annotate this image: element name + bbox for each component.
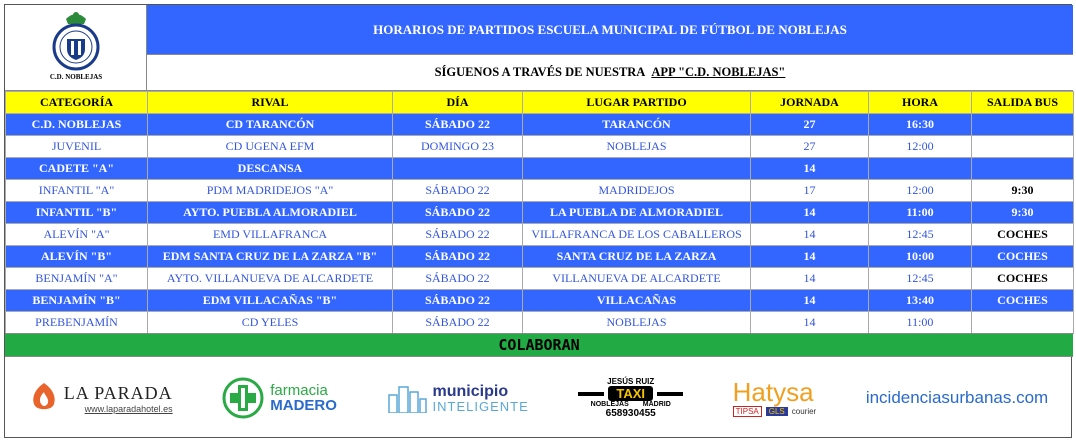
app-link[interactable]: APP "C.D. NOBLEJAS" xyxy=(651,65,786,79)
taxi-badge: TAXI xyxy=(608,386,653,401)
table-cell: SÁBADO 22 xyxy=(393,114,523,136)
table-cell xyxy=(972,136,1074,158)
sponsor-incidencias-urbanas[interactable] xyxy=(866,388,1048,408)
taxi-city: MADRID xyxy=(642,401,671,408)
table-cell: SÁBADO 22 xyxy=(393,312,523,334)
table-cell: PDM MADRIDEJOS "A" xyxy=(148,180,393,202)
hatysa-tag2: GLS xyxy=(766,407,788,416)
table-cell: MADRIDEJOS xyxy=(523,180,751,202)
table-cell: CADETE "A" xyxy=(6,158,148,180)
table-cell: PREBENJAMÍN xyxy=(6,312,148,334)
table-cell xyxy=(972,114,1074,136)
table-cell xyxy=(523,158,751,180)
table-cell: COCHES xyxy=(972,290,1074,312)
table-cell: SÁBADO 22 xyxy=(393,224,523,246)
table-cell: BENJAMÍN "A" xyxy=(6,268,148,290)
pharmacy-cross-icon xyxy=(222,377,264,419)
table-cell: 14 xyxy=(751,158,869,180)
hatysa-tag1: TIPSA xyxy=(733,406,762,417)
table-cell: 14 xyxy=(751,312,869,334)
sponsor-la-parada[interactable] xyxy=(30,382,173,414)
sponsor-municipio-inteligente[interactable] xyxy=(387,383,529,413)
follow-us-line xyxy=(147,55,1073,91)
table-cell: 27 xyxy=(751,136,869,158)
table-row xyxy=(6,158,1074,180)
table-cell: 9:30 xyxy=(972,202,1074,224)
table-cell: INFANTIL "A" xyxy=(6,180,148,202)
table-cell: BENJAMÍN "B" xyxy=(6,290,148,312)
table-cell: EDM VILLACAÑAS "B" xyxy=(148,290,393,312)
table-row xyxy=(6,246,1074,268)
table-cell: COCHES xyxy=(972,224,1074,246)
table-cell: INFANTIL "B" xyxy=(6,202,148,224)
table-cell: 17 xyxy=(751,180,869,202)
municipio-line2: INTELIGENTE xyxy=(432,398,529,414)
table-header-row xyxy=(6,92,1074,114)
taxi-stripe-left xyxy=(578,392,604,396)
taxi-town: NOBLEJAS xyxy=(590,401,629,408)
table-cell xyxy=(972,312,1074,334)
sponsor-hatysa[interactable] xyxy=(733,379,817,417)
table-row xyxy=(6,180,1074,202)
club-crest-icon xyxy=(5,5,147,91)
taxi-stripe-right xyxy=(657,392,683,396)
table-cell: 12:00 xyxy=(869,136,972,158)
table-cell: C.D. NOBLEJAS xyxy=(6,114,148,136)
column-header: JORNADA xyxy=(751,92,869,114)
table-cell: COCHES xyxy=(972,246,1074,268)
follow-us-text: SÍGUENOS A TRAVÉS DE NUESTRA xyxy=(434,65,646,79)
table-cell: 9:30 xyxy=(972,180,1074,202)
table-cell: 11:00 xyxy=(869,202,972,224)
sponsor-farmacia-madero[interactable] xyxy=(222,377,337,419)
hatysa-name: Hatysa xyxy=(732,377,814,407)
schedule-sheet xyxy=(4,4,1072,438)
table-cell: 14 xyxy=(751,202,869,224)
table-cell: 13:40 xyxy=(869,290,972,312)
column-header: SALIDA BUS xyxy=(972,92,1074,114)
table-cell: 14 xyxy=(751,268,869,290)
table-cell: SÁBADO 22 xyxy=(393,290,523,312)
la-parada-logo-icon xyxy=(30,382,58,414)
table-cell: 12:00 xyxy=(869,180,972,202)
table-cell: SÁBADO 22 xyxy=(393,180,523,202)
table-cell: SANTA CRUZ DE LA ZARZA xyxy=(523,246,751,268)
table-cell: CD YELES xyxy=(148,312,393,334)
table-cell: SÁBADO 22 xyxy=(393,268,523,290)
table-cell: EDM SANTA CRUZ DE LA ZARZA "B" xyxy=(148,246,393,268)
table-cell: 10:00 xyxy=(869,246,972,268)
table-cell: 14 xyxy=(751,290,869,312)
table-cell: SÁBADO 22 xyxy=(393,202,523,224)
table-cell xyxy=(972,158,1074,180)
column-header: RIVAL xyxy=(148,92,393,114)
table-cell: 14 xyxy=(751,246,869,268)
table-cell: NOBLEJAS xyxy=(523,312,751,334)
hatysa-sub: courier xyxy=(791,407,817,416)
table-cell: VILLACAÑAS xyxy=(523,290,751,312)
table-cell: ALEVÍN "B" xyxy=(6,246,148,268)
table-cell: LA PUEBLA DE ALMORADIEL xyxy=(523,202,751,224)
column-header: CATEGORÍA xyxy=(6,92,148,114)
table-cell: 12:45 xyxy=(869,268,972,290)
farmacia-line2: MADERO xyxy=(270,397,337,414)
table-row xyxy=(6,136,1074,158)
la-parada-url: www.laparadahotel.es xyxy=(84,403,173,414)
table-row xyxy=(6,224,1074,246)
column-header: DÍA xyxy=(393,92,523,114)
sponsor-taxi[interactable] xyxy=(578,377,683,419)
table-row xyxy=(6,114,1074,136)
city-buildings-icon xyxy=(387,383,427,413)
column-header: HORA xyxy=(869,92,972,114)
table-cell: DOMINGO 23 xyxy=(393,136,523,158)
club-name-text: C.D. NOBLEJAS xyxy=(49,73,103,81)
table-body xyxy=(6,114,1074,334)
farmacia-line1: farmacia xyxy=(270,382,328,399)
column-header: LUGAR PARTIDO xyxy=(523,92,751,114)
table-cell: CD UGENA EFM xyxy=(148,136,393,158)
table-cell: VILLAFRANCA DE LOS CABALLEROS xyxy=(523,224,751,246)
sponsors-strip xyxy=(5,357,1073,439)
table-cell: 16:30 xyxy=(869,114,972,136)
table-cell: CD TARANCÓN xyxy=(148,114,393,136)
table-row xyxy=(6,268,1074,290)
club-logo-cell xyxy=(5,5,147,91)
table-cell: 12:45 xyxy=(869,224,972,246)
table-cell: TARANCÓN xyxy=(523,114,751,136)
la-parada-name: LA PARADA xyxy=(63,382,173,403)
table-cell: COCHES xyxy=(972,268,1074,290)
table-cell xyxy=(869,158,972,180)
taxi-top: JESÚS RUIZ xyxy=(607,377,655,386)
table-cell: VILLANUEVA DE ALCARDETE xyxy=(523,268,751,290)
table-cell: NOBLEJAS xyxy=(523,136,751,158)
table-cell: AYTO. VILLANUEVA DE ALCARDETE xyxy=(148,268,393,290)
table-cell: SÁBADO 22 xyxy=(393,246,523,268)
table-row xyxy=(6,290,1074,312)
page-title: HORARIOS DE PARTIDOS ESCUELA MUNICIPAL DE FÚTBOL DE NOBLEJAS xyxy=(147,5,1073,55)
table-row xyxy=(6,312,1074,334)
match-schedule-table xyxy=(5,91,1074,334)
table-row xyxy=(6,202,1074,224)
table-cell: 27 xyxy=(751,114,869,136)
table-cell: JUVENIL xyxy=(6,136,148,158)
incidencias-name: incidenciasurbanas.com xyxy=(865,388,1049,407)
collaborators-banner: COLABORAN xyxy=(5,333,1073,357)
header xyxy=(5,5,1073,91)
table-cell: 14 xyxy=(751,224,869,246)
table-cell xyxy=(393,158,523,180)
municipio-line1: municipio xyxy=(432,382,509,400)
table-cell: ALEVÍN "A" xyxy=(6,224,148,246)
taxi-phone: 658930455 xyxy=(605,408,656,419)
table-cell: AYTO. PUEBLA ALMORADIEL xyxy=(148,202,393,224)
table-cell: 11:00 xyxy=(869,312,972,334)
table-cell: EMD VILLAFRANCA xyxy=(148,224,393,246)
table-cell: DESCANSA xyxy=(148,158,393,180)
